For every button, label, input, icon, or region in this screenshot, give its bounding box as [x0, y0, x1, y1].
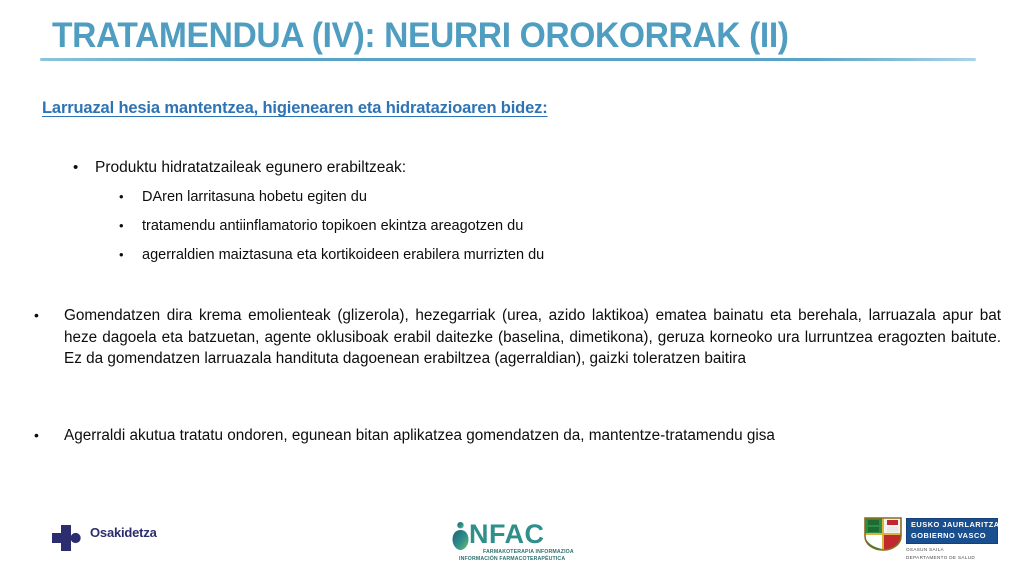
- basque-government-banner: [906, 518, 998, 544]
- bullet-icon: •: [73, 159, 79, 176]
- infac-wordmark: NFAC: [469, 519, 545, 549]
- paragraph-text: Gomendatzen dira krema emolienteak (glizerola), hezegarriak (urea, azido laktikoa) ematea bainatu eta berehala, larruazala apur bat heze dagoela eta batzuetan, agente oklusiboak erabil daitezke (baselina, dimetikona), geruza korneoko ura lurruntzea eragozten baitute. Ez da gomendatzen larruazala handituta dagoenean erabiltzea (agerraldian), gaizki toleratzen baitira: [64, 307, 1001, 367]
- list-item: [119, 245, 544, 265]
- infac-logo: [450, 516, 575, 564]
- osakidetza-logo: [52, 521, 192, 555]
- list-item-label: agerraldien maiztasuna eta kortikoideen erabilera murrizten du: [142, 247, 545, 263]
- infac-i-icon: [452, 522, 469, 550]
- section-subtitle: Larruazal hesia mantentzea, higienearen eta hidratazioaren bidez:: [42, 99, 548, 117]
- paragraph-block: [34, 305, 1004, 370]
- department-label-es: DEPARTAMENTO DE SALUD: [906, 555, 976, 560]
- list-item: [119, 216, 523, 236]
- banner-line-eu: EUSKO JAURLARITZA: [911, 520, 1000, 529]
- osakidetza-cross-icon: [52, 523, 86, 553]
- title-underline-rule: [40, 58, 976, 61]
- paragraph-block: [34, 425, 1004, 447]
- infac-subtitle-es: INFORMACIÓN FARMACOTERAPÉUTICA: [459, 556, 566, 562]
- list-item-label: tratamendu antiinflamatorio topikoen ekintza areagotzen du: [142, 218, 524, 234]
- basque-government-logo: [862, 514, 1000, 566]
- infac-subtitle-eu: FARMAKOTERAPIA INFORMAZIOA: [483, 549, 574, 555]
- bullet-icon: •: [119, 189, 124, 204]
- bullet-icon: •: [34, 307, 39, 323]
- page-title: TRATAMENDUA (IV): NEURRI OROKORRAK (II): [52, 16, 789, 55]
- bullet-icon: •: [34, 427, 39, 443]
- bullet-icon: •: [119, 247, 124, 262]
- bullet-icon: •: [119, 218, 124, 233]
- list-item-label: DAren larritasuna hobetu egiten du: [142, 189, 367, 205]
- paragraph-text: Agerraldi akutua tratatu ondoren, egunean bitan aplikatzea gomendatzen da, mantentze-tratamendu gisa: [64, 427, 775, 444]
- banner-line-es: GOBIERNO VASCO: [911, 531, 987, 540]
- osakidetza-wordmark: Osakidetza: [90, 525, 157, 540]
- list-item-label: Produktu hidratatzaileak egunero erabiltzeak:: [95, 159, 407, 176]
- department-label-eu: OSASUN SAILA: [906, 547, 944, 552]
- list-item: [119, 187, 367, 207]
- basque-coat-of-arms-icon: [862, 516, 904, 552]
- list-item: [73, 158, 406, 178]
